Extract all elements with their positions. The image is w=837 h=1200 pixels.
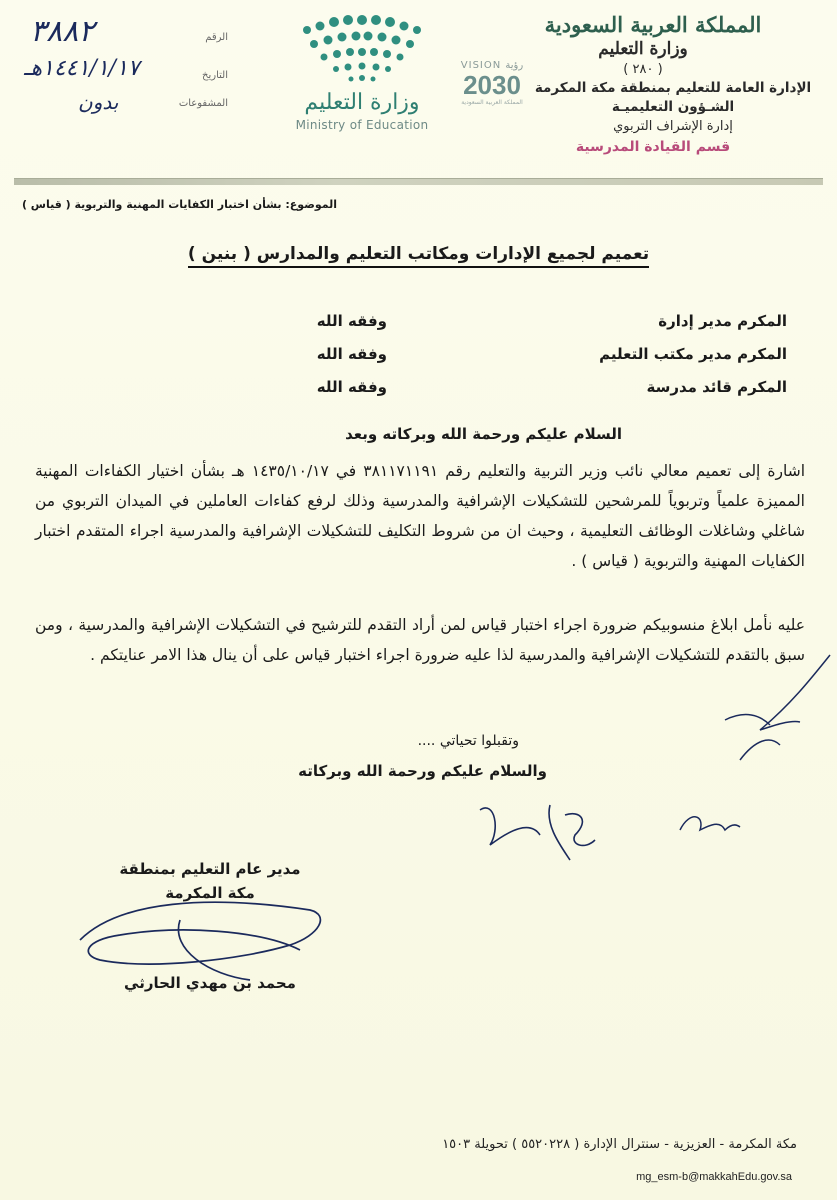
affairs-name: الشـؤون التعليميـة xyxy=(611,99,735,115)
footer-address: مكة المكرمة - العزيزية - سنترال الإدارة ( ٥٥٢٠٢٢٨ ) تحويلة ١٥٠٣ xyxy=(442,1137,797,1152)
signer-title-2: مكة المكرمة xyxy=(165,884,255,902)
addressee-bless: وفقه الله xyxy=(316,345,387,363)
date-label: التاريخ xyxy=(202,70,228,81)
ref-label: الرقم xyxy=(205,32,228,43)
addressee-to: المكرم قائد مدرسة xyxy=(646,378,787,396)
subject-line: الموضوع: بشأن اختبار الكفايات المهنية والتربوية ( قياس ) xyxy=(21,198,337,211)
header-meta xyxy=(18,14,228,124)
addressee-to: المكرم مدير مكتب التعليم xyxy=(599,345,787,363)
ministry-name: وزارة التعليم xyxy=(598,39,688,59)
header-right xyxy=(523,12,823,157)
header-divider xyxy=(14,178,823,185)
directorate-name: الإدارة العامة للتعليم بمنطقة مكة المكرمة xyxy=(534,80,812,96)
moe-logo-english: Ministry of Education xyxy=(295,118,429,132)
greeting: السلام عليكم ورحمة الله وبركاته وبعد xyxy=(345,425,622,443)
supervision-name: إدارة الإشراف التربوي xyxy=(613,119,733,134)
body-paragraph: اشارة إلى تعميم معالي نائب وزير التربية والتعليم رقم ٣٨١١٧١١٩١ في ١٤٣٥/١٠/١٧ هـ بشأن اختيار الكفاءات المهنية المميزة علمياً وتربوياً للمرشحين للتشكيلات الإشرافية والمدرسية وذلك لرفع كفاءات العاملين في الميدان التربوي من شاغلي وشاغلات الوظائف التعليمية ، وحيث ان من شروط التكليف للتشكيلات الإشرافية والمدرسية اجراء المتقدم اختبار الكفايات المهنية والتربوية ( قياس ) . xyxy=(35,462,806,570)
moe-logo-arabic: وزارة التعليم xyxy=(304,90,420,115)
attach-label: المشفوعات xyxy=(178,98,228,109)
attach-value: بدون xyxy=(78,90,119,114)
department-name: قسم القيادة المدرسية xyxy=(575,139,731,155)
date-value: ١٤٤١/١/١٧هـ xyxy=(24,56,140,81)
circular-title xyxy=(0,244,837,264)
margin-signature-icon xyxy=(720,650,835,770)
ref-value: ٣٨٨٢ xyxy=(30,14,95,49)
ministry-number: ( ٢٨٠ ) xyxy=(623,62,663,77)
addressee-bless: وفقه الله xyxy=(316,312,387,330)
kingdom-name: المملكة العربية السعودية xyxy=(544,12,762,37)
side-initial-icon xyxy=(670,795,750,845)
addressee-to: المكرم مدير إدارة xyxy=(658,312,787,330)
closing-salutation: والسلام عليكم ورحمة الله وبركاته xyxy=(298,762,547,780)
vision-year: 2030 xyxy=(463,70,521,100)
initials-signature-icon xyxy=(470,790,670,870)
vision-2030-logo xyxy=(452,60,532,126)
vision-sub: المملكة العربية السعودية xyxy=(461,99,523,106)
addressee-bless: وفقه الله xyxy=(316,378,387,396)
footer-email[interactable]: mg_esm-b@makkahEdu.gov.sa xyxy=(636,1171,792,1183)
director-signature-icon xyxy=(60,880,350,990)
moe-dots-icon xyxy=(287,12,437,88)
circular-title-text: تعميم لجميع الإدارات ومكاتب التعليم والمدارس ( بنين ) xyxy=(188,244,649,268)
moe-logo xyxy=(287,12,437,132)
signer-name: محمد بن مهدي الحارثي xyxy=(124,974,296,992)
body-paragraph: عليه نأمل ابلاغ منسوبيكم ضرورة اجراء اختبار قياس لمن أراد التقدم للترشيح في التشكيلات الإشرافية والمدرسية ، ومن سبق بالتقدم للتشكيلات الإشرافية والمدرسية لذا عليه ضرورة اجراء اختبار قياس على أن ينال هذا الامر عنايتكم . xyxy=(35,616,805,664)
vision-label: VISION رؤية xyxy=(460,60,524,71)
signer-title-1: مدير عام التعليم بمنطقة xyxy=(119,860,301,878)
closing-regards: وتقبلوا تحياتي .... xyxy=(417,733,519,749)
